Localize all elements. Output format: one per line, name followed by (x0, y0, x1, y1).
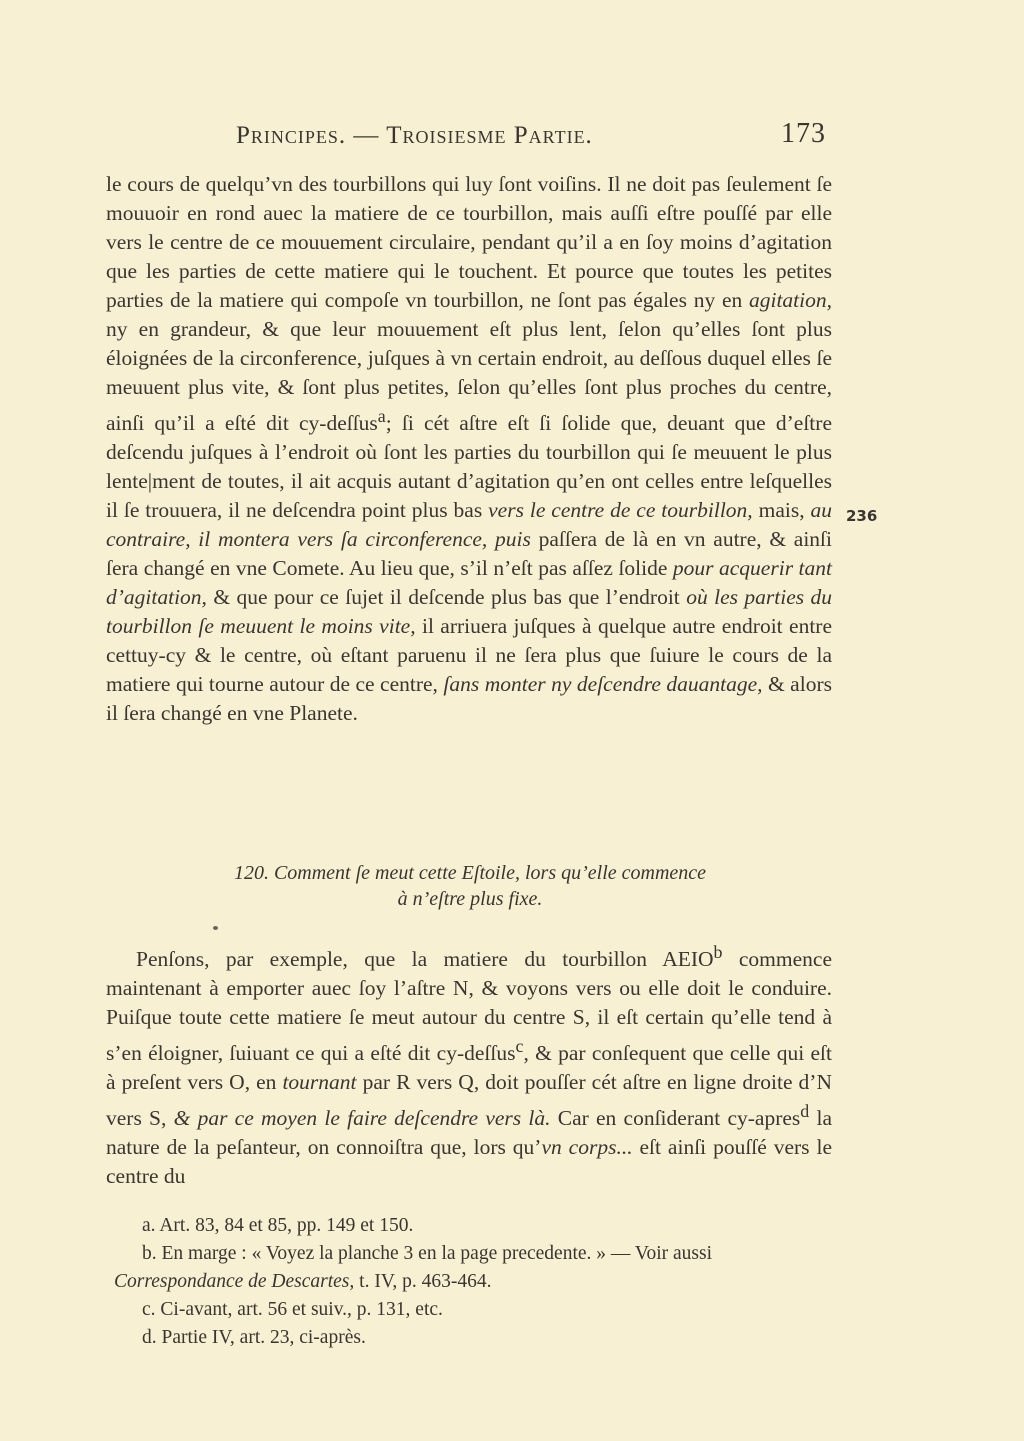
text-segment: & que pour ce ſujet il deſcende plus bas que l’endroit (206, 585, 687, 610)
text-segment: , & par conſequent que celle qui eſt à preſent vers O, en (106, 1041, 832, 1095)
margin-page-number: 236 (846, 507, 878, 525)
text-segment: commence maintenant à emporter auec ſoy l’aſtre N, & voyons vers ou elle doit le conduire. Puiſque toute cette matiere ſe meut autour du centre S, il eſt certain qu’elle tend à s’en éloigner, ſuiuant ce qui a eſté dit cy-deſſus (106, 947, 832, 1066)
footnote-ref-a: a (377, 406, 386, 426)
ink-speck (213, 926, 218, 930)
text-segment: il arriuera juſques à quelque autre endroit entre cettuy-cy & le centre, où eſtant paruenu il ne ſera plus que ſuiure le cours de la matiere qui tourne autour de ce centre, (106, 614, 833, 697)
footnote-ref-c: c (515, 1036, 524, 1057)
footnote-c: c. Ci-avant, art. 56 et suiv., p. 131, etc. (142, 1299, 443, 1320)
section-heading-line-2: à n’eſtre plus fixe. (397, 888, 543, 910)
footnote-d: d. Partie IV, art. 23, ci-après. (142, 1327, 366, 1348)
footnote-b (114, 1240, 834, 1296)
italic-segment: Correspondance de Descartes, (114, 1271, 355, 1292)
footnote-ref-b: b (713, 942, 723, 962)
paragraph-1 (106, 170, 832, 728)
text-segment: t. IV, p. 463-464. (354, 1271, 492, 1292)
italic-segment: où les parties du tourbillon ſe meuuent le moins vite, (106, 585, 833, 639)
text-segment: ; ſi cét aſtre eſt ſi ſolide que, deuant que d’eſtre deſcendu juſques à l’endroit où ſont les parties du tourbillon qui ſe meuuent le plus lente|ment de toutes, il ait acquis autant d’agitation qu’en ont celles entre leſquelles il ſe trouuera, il ne deſcendra point plus bas (106, 411, 832, 523)
italic-segment: ſans monter ny deſcendre dauantage, (443, 672, 763, 697)
italic-segment: pour acquerir tant d’agitation, (106, 556, 832, 610)
text-segment: la nature de la peſanteur, on connoiſtra que, lors qu’ (106, 1106, 832, 1160)
italic-segment: au contraire, il montera vers ſa circonference, puis (106, 498, 832, 552)
section-heading-line-1: 120. Comment ſe meut cette Eſtoile, lors qu’elle commence (233, 862, 707, 884)
paragraph-2 (106, 938, 832, 1191)
text-segment: Car en conſiderant cy-apres (550, 1106, 801, 1131)
text-segment: Penſons, par exemple, que la matiere du tourbillon AEIO (136, 947, 714, 972)
italic-segment: & par ce moyen le faire deſcendre vers là. (173, 1106, 551, 1131)
footnote-a: a. Art. 83, 84 et 85, pp. 149 et 150. (142, 1215, 414, 1236)
text-segment: & alors il ſera changé en vne Planete. (106, 672, 832, 726)
text-segment: le cours de quelqu’vn des tourbillons qui luy ſont voiſins. Il ne doit pas ſeulement ſe mouuoir en rond auec la matiere de ce tourbillon, mais auſſi eſtre pouſſé par elle vers le centre de ce mouuement circulaire, pendant qu’il a en ſoy moins d’agitation que les parties de cette matiere qui le touchent. Et pource que toutes les petites parties de la matiere qui compoſe vn tourbillon, ne ſont pas égales ny en (106, 172, 832, 312)
text-segment: ny en grandeur, & que leur mouuement eſt plus lent, ſelon qu’elles ſont plus éloignées de la circonference, juſques à vn certain endroit, au deſſous duquel elles ſe meuuent plus vite, & ſont plus petites, ſelon qu’elles ſont plus proches du centre, ainſi qu’il a eſté dit cy-deſſus (106, 317, 832, 436)
running-title: Principes. — Troisiesme Partie. (236, 122, 593, 149)
footnote-ref-d: d (800, 1101, 810, 1122)
page-number: 173 (781, 118, 826, 149)
text-segment: par R vers Q, doit pouſſer cét aſtre en ligne droite d’N vers S, (106, 1070, 832, 1131)
italic-segment: vers le centre de ce tourbillon, (488, 498, 753, 523)
text-segment: eſt ainſi pouſſé vers le centre du (106, 1135, 832, 1189)
text-segment: b. En marge : « Voyez la planche 3 en la page precedente. » — Voir aussi (142, 1243, 713, 1264)
running-header (236, 118, 836, 158)
section-heading (150, 860, 790, 912)
italic-segment: vn corps... (541, 1135, 633, 1160)
italic-segment: tournant (282, 1070, 357, 1095)
italic-segment: agitation, (748, 288, 832, 312)
text-segment: mais, (752, 498, 811, 523)
text-segment: paſſera de là en vn autre, & ainſi ſera changé en vne Comete. Au lieu que, s’il n’eſt pas aſſez ſolide (106, 527, 832, 581)
footnotes (114, 1212, 834, 1352)
